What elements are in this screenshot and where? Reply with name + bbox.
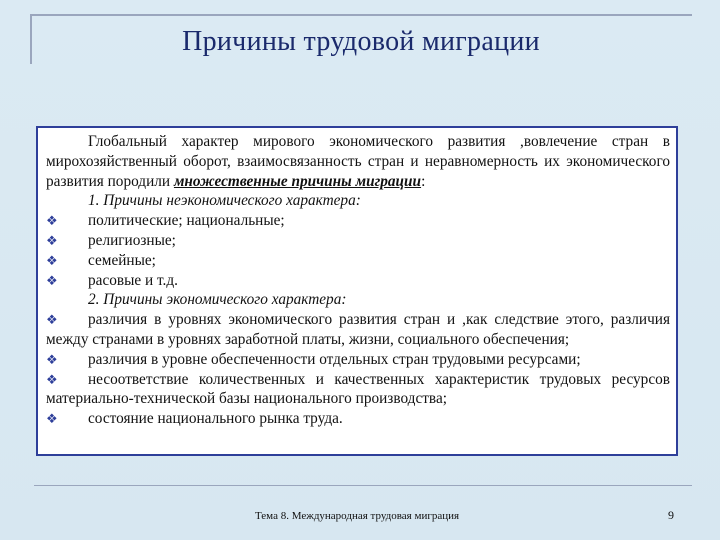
footer-divider xyxy=(34,485,692,486)
list-item xyxy=(46,370,670,410)
intro-text: Глобальный характер мирового экономического развития ,вовлечение стран в мирохозяйственный оборот, взаимосвязанность стран и неравномерность их экономического развития породили xyxy=(46,133,670,190)
list-item-text: политические; национальные; xyxy=(88,212,285,230)
list-item xyxy=(46,251,670,271)
slide-title: Причины трудовой миграции xyxy=(182,26,540,57)
section1-heading: 1. Причины неэкономического характера: xyxy=(88,192,361,210)
list-item-text: религиозные; xyxy=(88,231,176,249)
bullet-diamond-icon: ❖ xyxy=(46,252,58,268)
bullet-diamond-icon: ❖ xyxy=(46,272,58,288)
bullet-diamond-icon: ❖ xyxy=(46,371,58,387)
intro-end: : xyxy=(421,172,426,190)
page-number: 9 xyxy=(668,508,674,522)
bullet-diamond-icon: ❖ xyxy=(46,312,58,328)
list-item xyxy=(46,231,670,251)
list-item-text: несоответствие количественных и качественных характеристик трудовых ресурсов материально-технической базы национального производства; xyxy=(46,370,670,408)
list-item xyxy=(46,271,670,291)
list-item xyxy=(46,350,670,370)
bullet-diamond-icon: ❖ xyxy=(46,351,58,367)
bullet-diamond-icon: ❖ xyxy=(46,232,58,248)
list-item xyxy=(46,211,670,231)
list-item xyxy=(46,310,670,350)
content-box xyxy=(36,126,678,456)
intro-paragraph xyxy=(46,132,670,191)
bullet-diamond-icon: ❖ xyxy=(46,213,58,229)
footer-topic: Тема 8. Международная трудовая миграция xyxy=(255,510,460,522)
bullet-diamond-icon: ❖ xyxy=(46,411,58,427)
intro-emphasis: множественные причины миграции xyxy=(173,172,422,190)
list-item-text: состояние национального рынка труда. xyxy=(88,410,343,428)
section2-heading: 2. Причины экономического характера: xyxy=(88,291,347,309)
list-item-text: различия в уровнях экономического развития стран и ,как следствие этого, различия между странами в уровнях заработной платы, жизни, социального обеспечения; xyxy=(46,311,670,348)
list-item-text: различия в уровне обеспеченности отдельных стран трудовыми ресурсами; xyxy=(88,350,581,368)
list-item-text: семейные; xyxy=(88,251,156,269)
list-item-text: расовые и т.д. xyxy=(88,271,178,289)
list-item xyxy=(46,409,670,429)
title-accent-horizontal-line xyxy=(30,14,692,16)
